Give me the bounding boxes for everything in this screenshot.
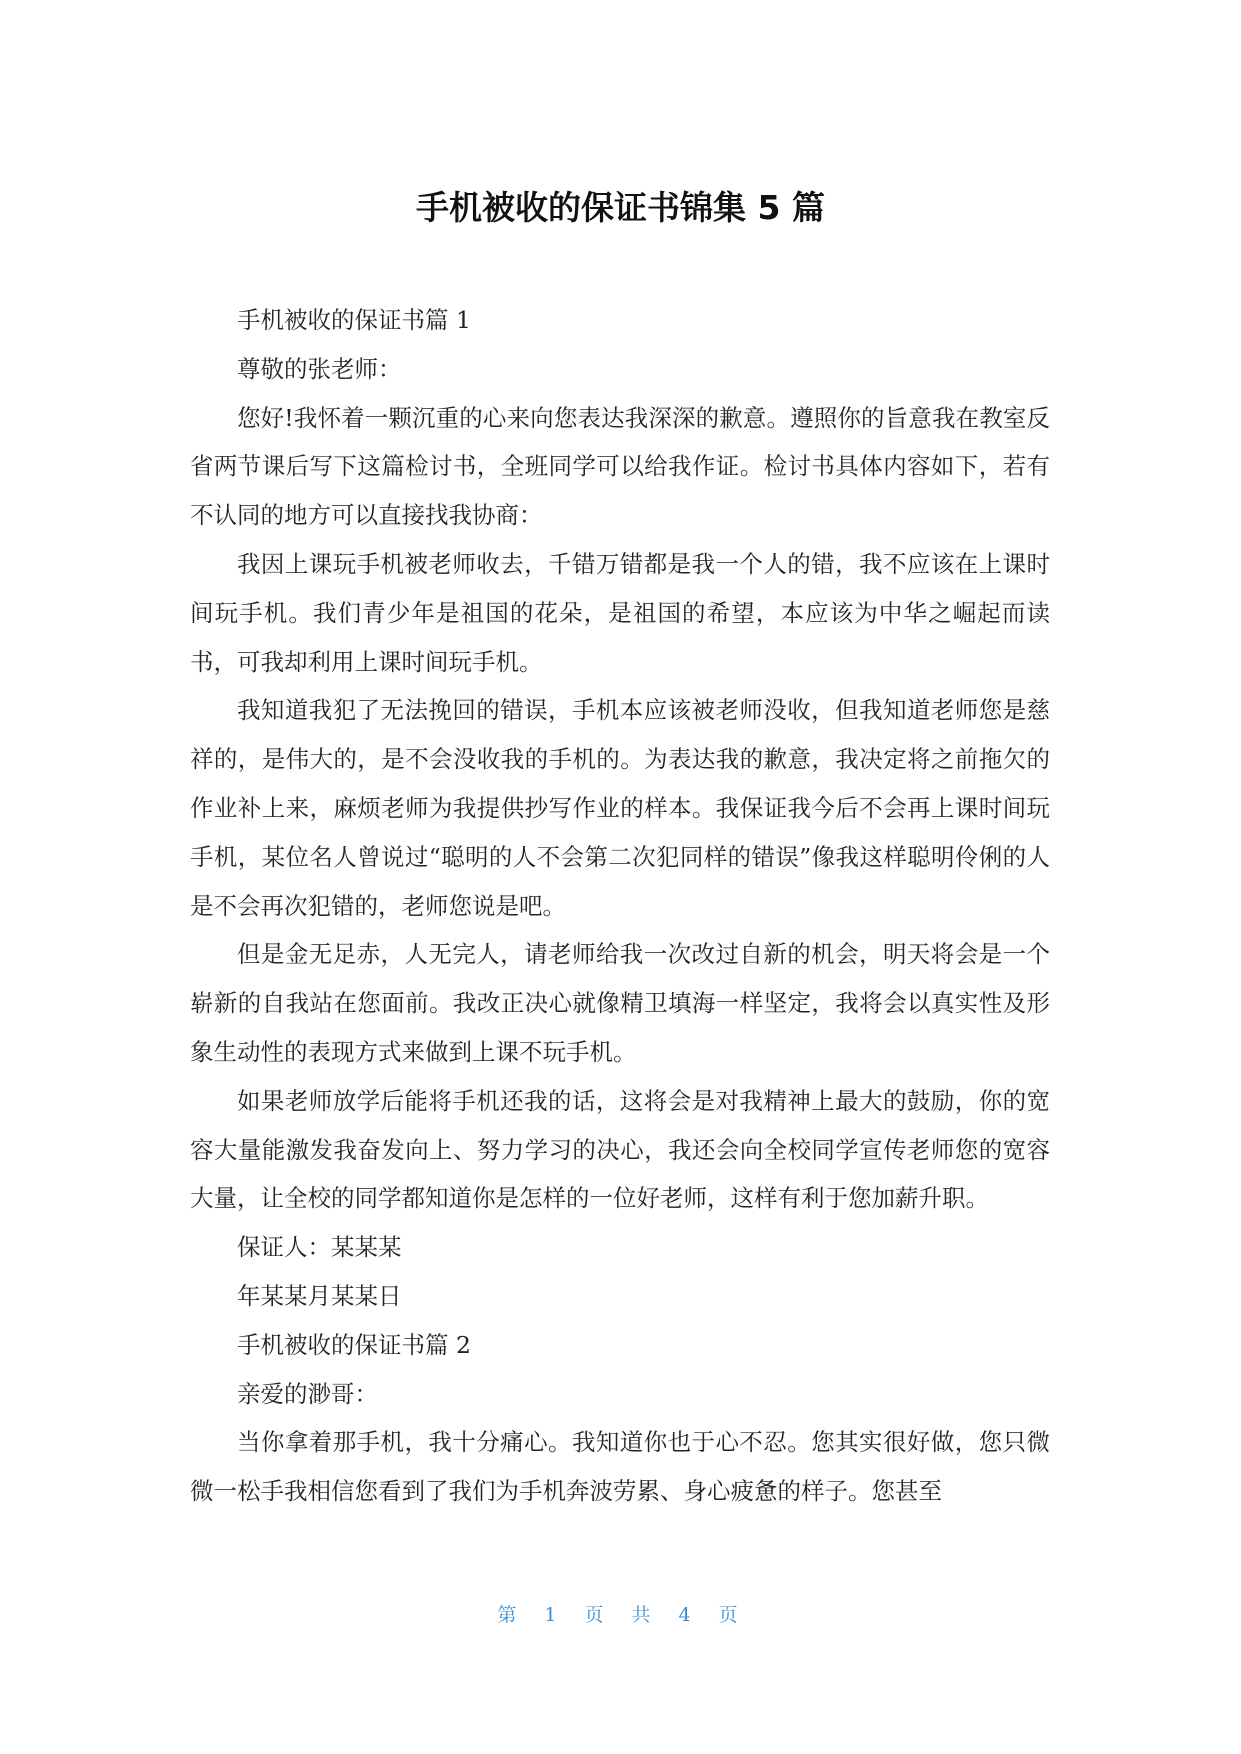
body-paragraph: 当你拿着那手机，我十分痛心。我知道你也于心不忍。您其实很好做，您只微微一松手我相信您看到了我们为手机奔波劳累、身心疲惫的样子。您甚至 [190, 1428, 1050, 1506]
page-indicator: 第 1 页 共 4 页 [497, 1604, 744, 1626]
section-heading-1: 手机被收的保证书篇 1 [237, 306, 471, 334]
signature-line: 保证人：某某某 [237, 1233, 402, 1262]
salutation-1: 尊敬的张老师： [237, 354, 402, 383]
body-paragraph: 我知道我犯了无法挽回的错误，手机本应该被老师没收，但我知道老师您是慈祥的，是伟大的，是不会没收我的手机的。为表达我的歉意，我决定将之前拖欠的作业补上来，麻烦老师为我提供抄写作业的样本。我保证我今后不会再上课时间玩手机，某位名人曾说过“聪明的人不会第二次犯同样的错误”像我这样聪明伶俐的人是不会再次犯错的，老师您说是吧。 [190, 696, 1050, 920]
body-paragraph: 我因上课玩手机被老师收去，千错万错都是我一个人的错，我不应该在上课时间玩手机。我们青少年是祖国的花朵，是祖国的希望，本应该为中华之崛起而读书，可我却利用上课时间玩手机。 [190, 549, 1050, 676]
body-paragraph: 如果老师放学后能将手机还我的话，这将会是对我精神上最大的鼓励，你的宽容大量能激发我奋发向上、努力学习的决心，我还会向全校同学宣传老师您的宽容大量，让全校的同学都知道你是怎样的一位好老师，这样有利于您加薪升职。 [190, 1086, 1050, 1213]
document-title: 手机被收的保证书锦集 5 篇 [416, 188, 825, 227]
body-paragraph: 您好!我怀着一颗沉重的心来向您表达我深深的歉意。遵照你的旨意我在教室反省两节课后写下这篇检讨书，全班同学可以给我作证。检讨书具体内容如下，若有不认同的地方可以直接找我协商： [190, 403, 1050, 530]
document-body [190, 296, 1050, 1516]
section-heading-2: 手机被收的保证书篇 2 [237, 1330, 471, 1359]
date-line: 年某某月某某日 [237, 1281, 402, 1310]
body-paragraph: 但是金无足赤，人无完人，请老师给我一次改过自新的机会，明天将会是一个崭新的自我站在您面前。我改正决心就像精卫填海一样坚定，我将会以真实性及形象生动性的表现方式来做到上课不玩手机。 [190, 940, 1050, 1066]
salutation-2: 亲爱的渺哥： [237, 1379, 378, 1408]
